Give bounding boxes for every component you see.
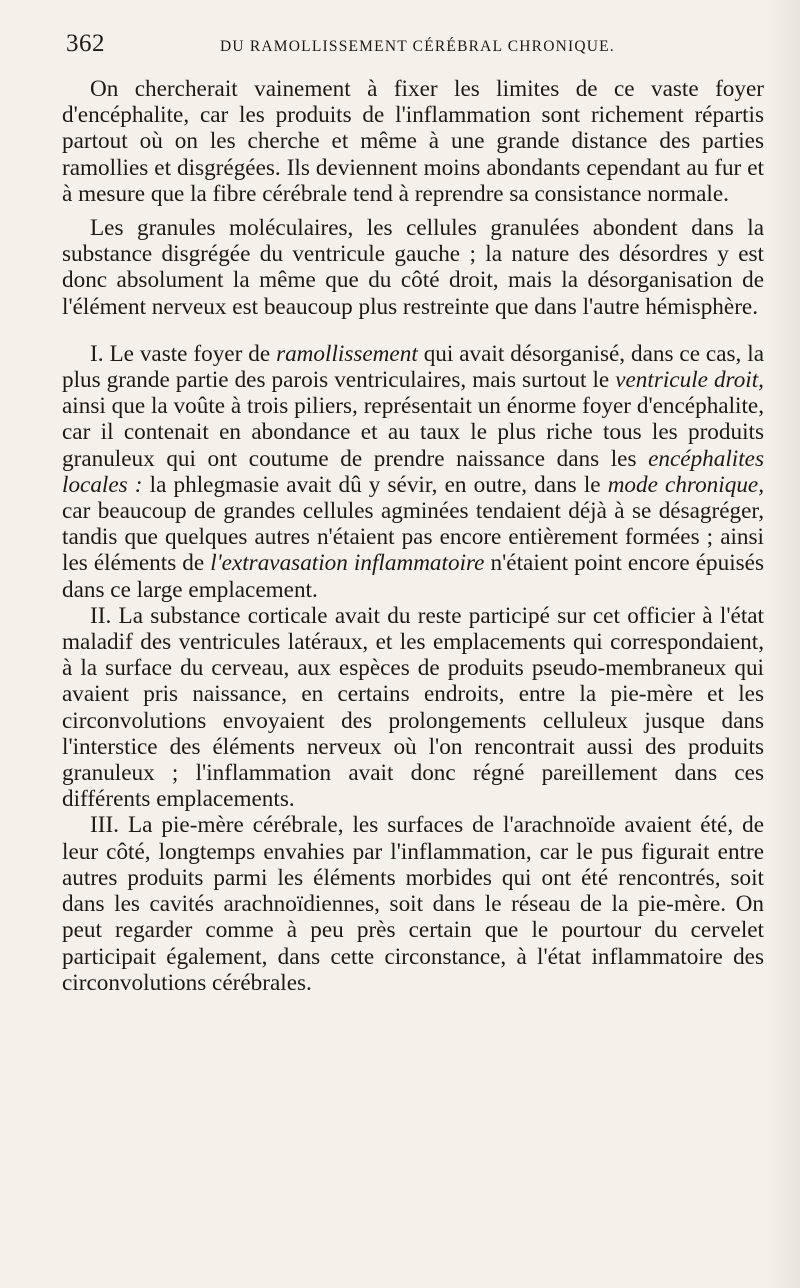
section-gap bbox=[62, 320, 764, 341]
italic-term: mode chronique, bbox=[607, 471, 764, 498]
body-text bbox=[62, 76, 764, 996]
italic-term: encéphalites locales : bbox=[62, 445, 764, 498]
italic-term: l'extravasation inflammatoire bbox=[210, 550, 485, 577]
numbered-paragraph-1: I. Le vaste foyer de ramollissement qui avait désorganisé, dans ce cas, la plus grande partie des parois ventriculaires, mais surtout le ventricule droit, ainsi que la voûte à trois piliers, représentait un énorme foyer d'encéphalite, car il contenait en abondance et au taux le plus riche tous les produits granuleux qui ont coutume de prendre naissance dans les encéphalites locales : la phlegmasie avait dû y sévir, en outre, dans le mode chronique, car beaucoup de grandes cellules agminées tendaient déjà à se désagréger, tandis que quelques autres n'étaient pas encore entièrement formées ; ainsi les éléments de l'extravasation inflammatoire n'étaient point encore épuisés dans ce large emplacement. bbox=[62, 340, 764, 603]
page-header bbox=[62, 22, 764, 66]
running-title: DU RAMOLLISSEMENT CÉRÉBRAL CHRONIQUE. bbox=[220, 38, 615, 55]
page-number: 362 bbox=[66, 30, 105, 57]
numbered-paragraph-3: III. La pie-mère cérébrale, les surfaces de l'arachnoïde avaient été, de leur côté, longtemps envahies par l'inflammation, car le pus figurait entre autres produits parmi les éléments morbides qui ont été rencontrés, soit dans les cavités arachnoïdiennes, soit dans le réseau de la pie-mère. On peut regarder comme à peu près certain que le pourtour du cervelet participait également, dans cette circonstance, à l'état inflammatoire des circonvolutions cérébrales. bbox=[62, 812, 764, 996]
italic-term: ventricule droit, bbox=[615, 367, 764, 394]
paragraph-1: On chercherait vainement à fixer les limites de ce vaste foyer d'encéphalite, car les produits de l'inflammation sont richement répartis partout où on les cherche et même à une grande distance des parties ramollies et disgrégées. Ils deviennent moins abondants cependant au fur et à mesure que la fibre cérébrale tend à reprendre sa consistance normale. bbox=[62, 76, 764, 207]
page-edge-shadow bbox=[766, 0, 800, 1288]
italic-term: ramollissement bbox=[276, 340, 418, 367]
paragraph-2: Les granules moléculaires, les cellules granulées abondent dans la substance disgrégée du ventricule gauche ; la nature des désordres y est donc absolument la même que du côté droit, mais la désorganisation de l'élément nerveux est beaucoup plus restreinte que dans l'autre hémisphère. bbox=[62, 215, 764, 320]
numbered-paragraph-2: II. La substance corticale avait du reste participé sur cet officier à l'état maladif des ventricules latéraux, et les emplacements qui correspondaient, à la surface du cerveau, aux espèces de produits pseudo-membraneux qui avaient pris naissance, en certains endroits, entre la pie-mère et les circonvolutions envoyaient des prolongements celluleux jusque dans l'interstice des éléments nerveux où l'on rencontrait aussi des produits granuleux ; l'inflammation avait donc régné pareillement dans ces différents emplacements. bbox=[62, 602, 764, 813]
